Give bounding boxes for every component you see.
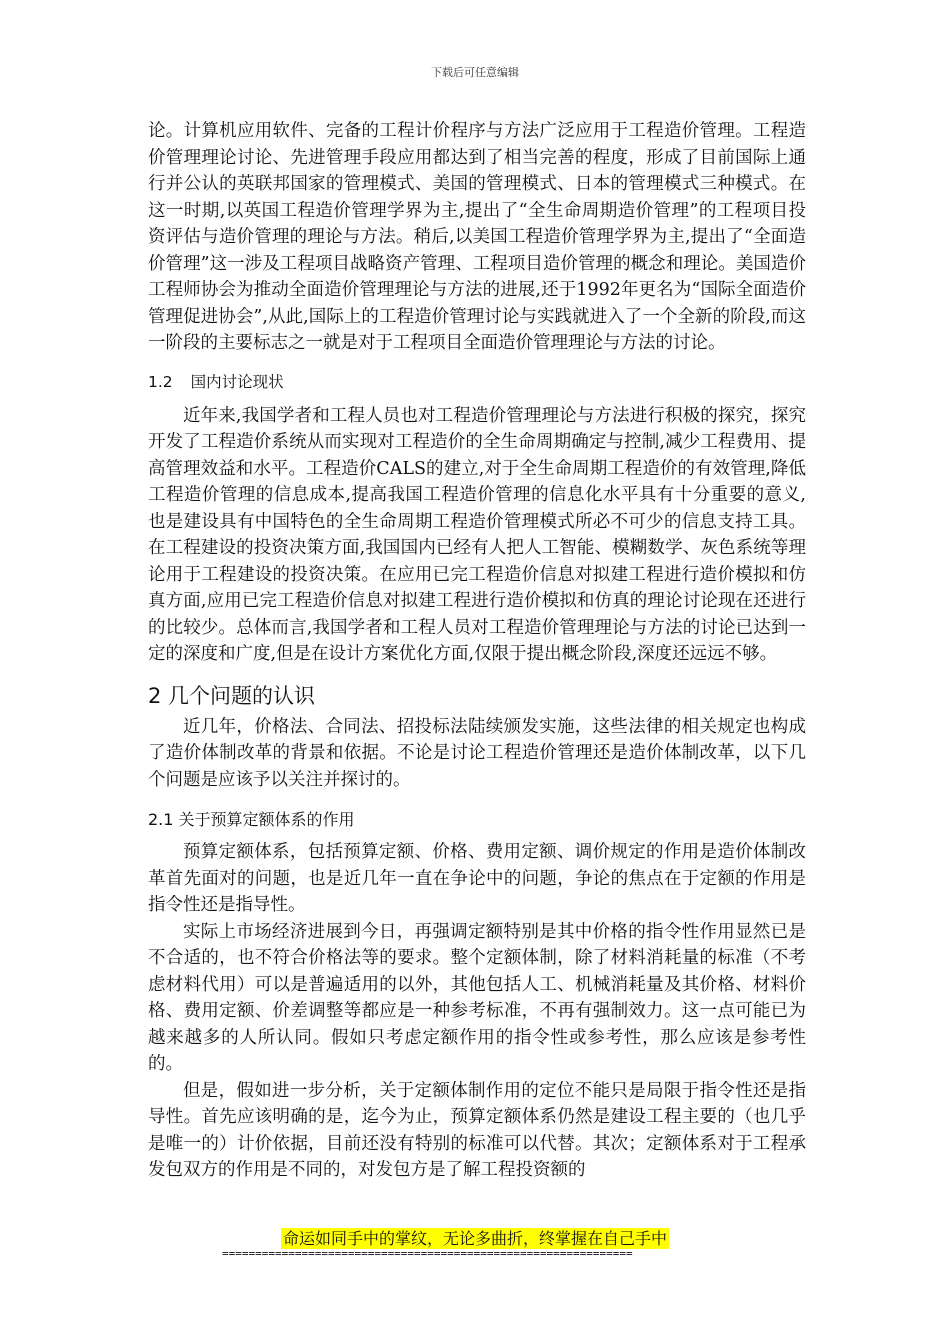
paragraph-market-economy: 实际上市场经济进展到今日，再强调定额特别是其中价格的指令性作用显然已是不合适的，也不符合价格法等的要求。整个定额体制，除了材料消耗量的标准（不考虑材料代用）可以是普遍适用的以外，其他包括人工、机械消耗量及其价格、材料价格、费用定额、价差调整等都应是一种参考标准，不再有强制效力。这一点可能已为越来越多的人所认同。假如只考虑定额作用的指令性或参考性，那么应该是参考性的。	[148, 921, 806, 1074]
paragraph-chapter-2-intro: 近几年，价格法、合同法、招投标法陆续颁发实施，这些法律的相关规定也构成了造价体制改革的背景和依据。不论是讨论工程造价管理还是造价体制改革，以下几个问题是应该予以关注并探讨的。	[148, 716, 806, 790]
paragraph-domestic-research: 近年来,我国学者和工程人员也对工程造价管理理论与方法进行积极的探究，探究开发了工程造价系统从而实现对工程造价的全生命周期确定与控制,减少工程费用、提高管理效益和水平。工程造价CALS的建立,对于全生命周期工程造价的有效管理,降低工程造价管理的信息成本,提高我国工程造价管理的信息化水平具有十分重要的意义,也是建设具有中国特色的全生命周期工程造价管理模式所必不可少的信息支持工具。在工程建设的投资决策方面,我国国内已经有人把人工智能、模糊数学、灰色系统等理论用于工程建设的投资决策。在应用已完工程造价信息对拟建工程进行造价模拟和仿真方面,应用已完工程造价信息对拟建工程进行造价模拟和仿真的理论讨论现在还进行的比较少。总体而言,我国学者和工程人员对工程造价管理理论与方法的讨论已达到一定的深度和广度,但是在设计方案优化方面,仅限于提出概念阶段,深度还远远不够。	[148, 405, 806, 664]
section-heading-1-2	[148, 371, 806, 393]
footer-divider: ==============================================================	[222, 1247, 633, 1260]
paragraph-quota-system: 预算定额体系，包括预算定额、价格、费用定额、调价规定的作用是造价体制改革首先面对的问题，也是近几年一直在争论中的问题，争论的焦点在于定额的作用是指令性还是指导性。	[148, 842, 806, 915]
page-header: 下载后可任意编辑	[431, 66, 519, 79]
footer-motto	[0, 1226, 950, 1249]
paragraph-intro-continued: 论。计算机应用软件、完备的工程计价程序与方法广泛应用于工程造价管理。工程造价管理理论讨论、先进管理手段应用都达到了相当完善的程度，形成了目前国际上通行并公认的英联邦国家的管理模式、美国的管理模式、日本的管理模式三种模式。在这一时期,以英国工程造价管理学界为主,提出了“全生命周期造价管理”的工程项目投资评估与造价管理的理论与方法。稍后,以美国工程造价管理学界为主,提出了“全面造价管理”这一涉及工程项目战略资产管理、工程项目造价管理的概念和理论。美国造价工程师协会为推动全面造价管理理论与方法的进展,还于1992年更名为“国际全面造价管理促进协会”,从此,国际上的工程造价管理讨论与实践就进入了一个全新的阶段,而这一阶段的主要标志之一就是对于工程项目全面造价管理理论与方法的讨论。	[148, 121, 806, 353]
section-heading-2-1: 2.1 关于预算定额体系的作用	[148, 810, 355, 829]
document-body	[148, 118, 806, 1184]
paragraph-further-analysis: 但是，假如进一步分析，关于定额体制作用的定位不能只是局限于指令性还是指导性。首先应该明确的是，迄今为止，预算定额体系仍然是建设工程主要的（也几乎是唯一的）计价依据，目前还没有特别的标准可以代替。其次；定额体系对于工程承发包双方的作用是不同的，对发包方是了解工程投资额的	[148, 1080, 806, 1180]
section-number: 1.2	[148, 372, 173, 391]
chapter-heading-2: 2 几个问题的认识	[148, 683, 316, 708]
section-title: 国内讨论现状	[190, 372, 284, 391]
footer-motto-text: 命运如同手中的掌纹，无论多曲折，终掌握在自己手中	[282, 1229, 667, 1248]
